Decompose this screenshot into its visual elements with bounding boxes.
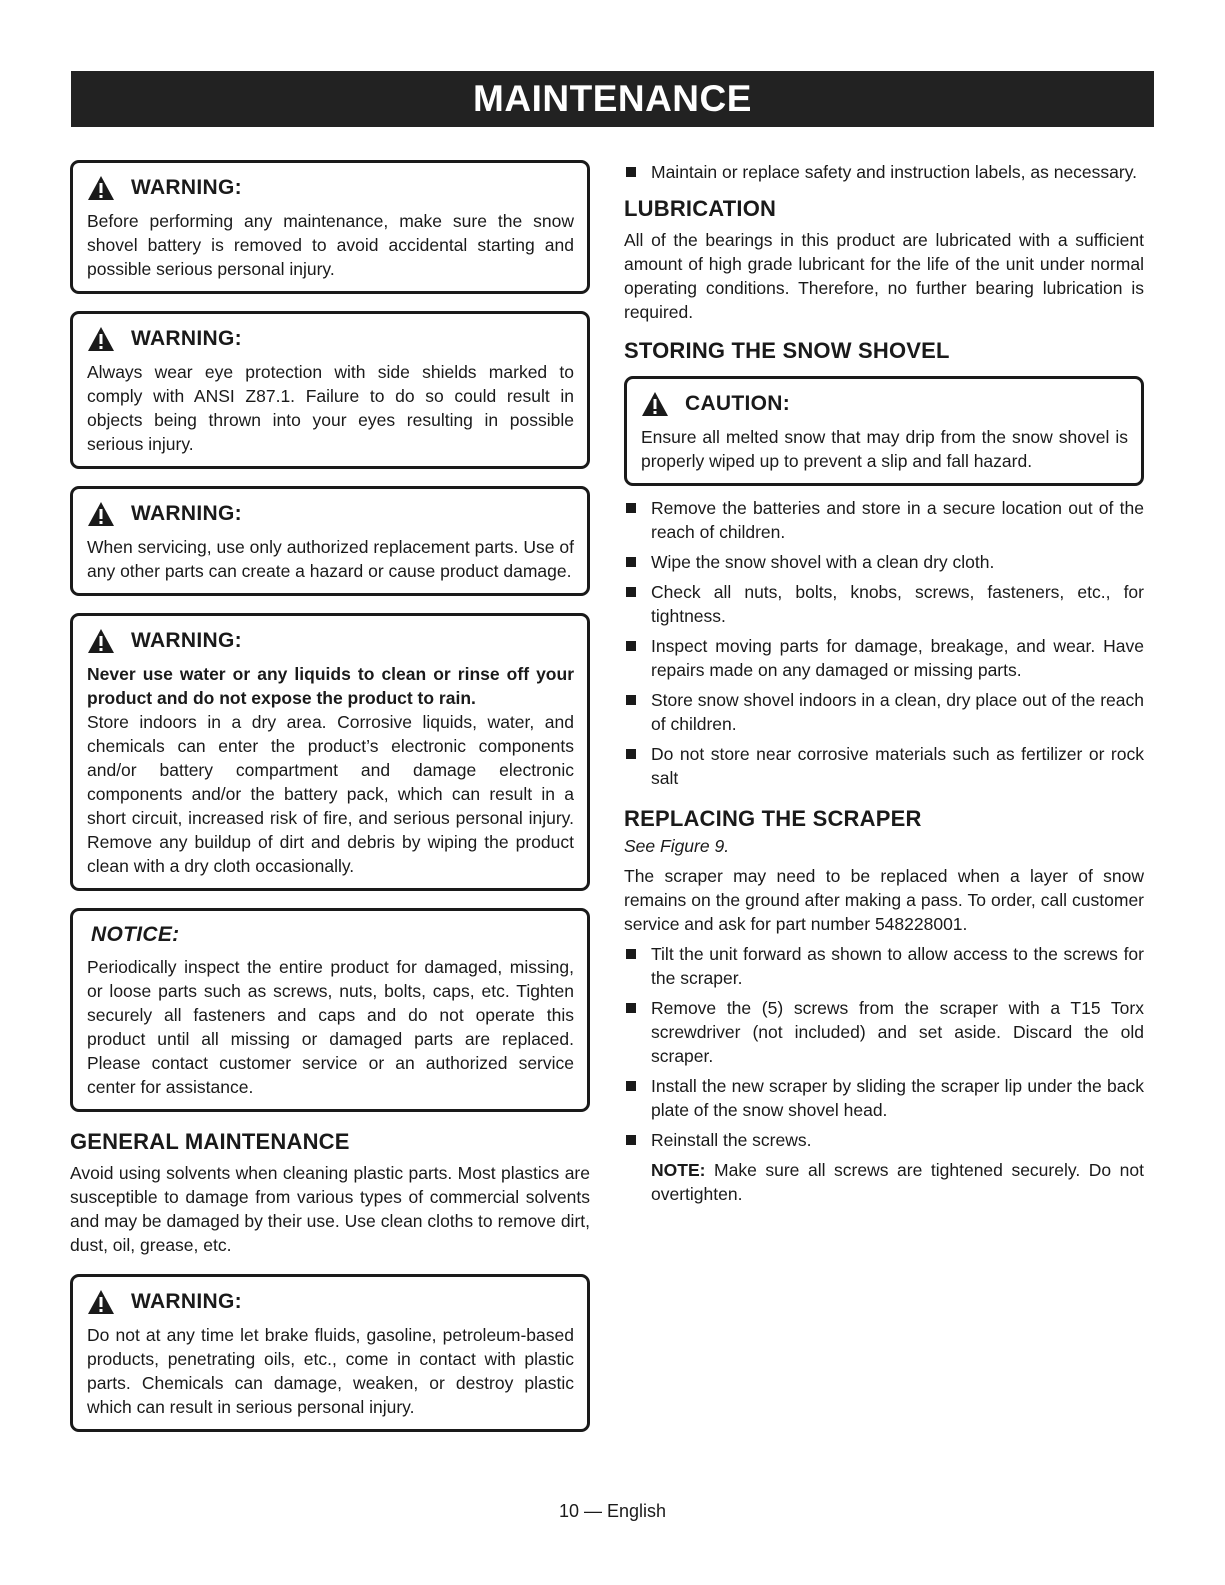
list-item: Remove the batteries and store in a secure location out of the reach of children.	[624, 496, 1144, 544]
bullet-square-icon	[626, 587, 636, 597]
page-title-banner: MAINTENANCE	[71, 71, 1154, 127]
caution-text: Ensure all melted snow that may drip from the snow shovel is properly wiped up to prevent a slip and fall hazard.	[641, 427, 1128, 471]
bullet-square-icon	[626, 1081, 636, 1091]
list-item: Do not store near corrosive materials such as fertilizer or rock salt	[624, 742, 1144, 790]
warning-text: Store indoors in a dry area. Corrosive liquids, water, and chemicals can enter the product’s electronic components and/or battery compartment and damage electronic components and/or the battery pack, which can result in a short circuit, increased risk of fire, and serious personal injury. Remove any buildup of dirt and debris by wiping the product clean with a dry cloth occasionally.	[87, 712, 574, 876]
scraper-note	[624, 1158, 1144, 1206]
list-item: Reinstall the screws.	[624, 1128, 1144, 1152]
list-item: Wipe the snow shovel with a clean dry cloth.	[624, 550, 1144, 574]
lubrication-text: All of the bearings in this product are lubricated with a sufficient amount of high grade lubricant for the life of the unit under normal operating conditions. Therefore, no further bearing lubrication is required.	[624, 230, 1144, 322]
warning-triangle-icon	[87, 1289, 115, 1315]
warning-box-chemicals	[70, 1274, 590, 1432]
bullet-square-icon	[626, 949, 636, 959]
general-maintenance-text: Avoid using solvents when cleaning plastic parts. Most plastics are susceptible to damage from various types of commercial solvents and may be damaged by their use. Use clean cloths to remove dirt, dust, oil, grease, etc.	[70, 1163, 590, 1255]
warning-triangle-icon	[641, 391, 669, 417]
notice-title: NOTICE:	[91, 923, 180, 946]
warning-box-battery	[70, 160, 590, 294]
scraper-text: The scraper may need to be replaced when a layer of snow remains on the ground after making a pass. To order, call customer service and ask for part number 548228001.	[624, 866, 1144, 934]
warning-triangle-icon	[87, 326, 115, 352]
warning-text: Always wear eye protection with side shields marked to comply with ANSI Z87.1. Failure to do so could result in objects being thrown into your eyes resulting in possible serious injury.	[87, 362, 574, 454]
notice-box	[70, 908, 590, 1112]
bullet-square-icon	[626, 695, 636, 705]
heading-replacing-scraper: REPLACING THE SCRAPER	[624, 806, 922, 831]
list-item: Install the new scraper by sliding the scraper lip under the back plate of the snow shovel head.	[624, 1074, 1144, 1122]
heading-lubrication: LUBRICATION	[624, 196, 777, 221]
labels-bullet-list	[624, 160, 1144, 184]
warning-box-replacement-parts	[70, 486, 590, 596]
left-column	[70, 160, 590, 1449]
figure-reference: See Figure 9.	[624, 836, 730, 856]
heading-storing: STORING THE SNOW SHOVEL	[624, 338, 950, 363]
bullet-square-icon	[626, 1003, 636, 1013]
list-item: Remove the (5) screws from the scraper with a T15 Torx screwdriver (not included) and set aside. Discard the old scraper.	[624, 996, 1144, 1068]
warning-title: WARNING:	[131, 629, 242, 652]
bullet-square-icon	[626, 167, 636, 177]
caution-title: CAUTION:	[685, 392, 791, 415]
caution-box	[624, 376, 1144, 486]
scraper-bullet-list	[624, 942, 1144, 1152]
notice-text: Periodically inspect the entire product for damaged, missing, or loose parts such as screws, nuts, bolts, caps, etc. Tighten securely all fasteners and caps and do not operate this product until all missing or damaged parts are replaced. Please contact customer service or an authorized service center for assistance.	[87, 957, 574, 1097]
list-item: Maintain or replace safety and instruction labels, as necessary.	[624, 160, 1144, 184]
bullet-square-icon	[626, 503, 636, 513]
warning-title: WARNING:	[131, 327, 242, 350]
bullet-square-icon	[626, 749, 636, 759]
bullet-square-icon	[626, 1135, 636, 1145]
note-text: Make sure all screws are tightened securely. Do not overtighten.	[651, 1160, 1144, 1204]
right-column	[624, 160, 1144, 1206]
warning-box-liquids	[70, 613, 590, 891]
heading-general-maintenance: GENERAL MAINTENANCE	[70, 1129, 350, 1154]
bullet-square-icon	[626, 641, 636, 651]
warning-triangle-icon	[87, 175, 115, 201]
warning-box-eye-protection	[70, 311, 590, 469]
warning-text: Do not at any time let brake fluids, gasoline, petroleum-based products, penetrating oils, etc., come in contact with plastic parts. Chemicals can damage, weaken, or destroy plastic which can result in serious personal injury.	[87, 1325, 574, 1417]
note-label: NOTE:	[651, 1160, 706, 1180]
list-item: Inspect moving parts for damage, breakage, and wear. Have repairs made on any damaged or missing parts.	[624, 634, 1144, 682]
list-item: Check all nuts, bolts, knobs, screws, fasteners, etc., for tightness.	[624, 580, 1144, 628]
storing-bullet-list	[624, 496, 1144, 790]
list-item: Store snow shovel indoors in a clean, dry place out of the reach of children.	[624, 688, 1144, 736]
list-item: Tilt the unit forward as shown to allow access to the screws for the scraper.	[624, 942, 1144, 990]
bullet-square-icon	[626, 557, 636, 567]
warning-text: Before performing any maintenance, make sure the snow shovel battery is removed to avoid accidental starting and possible serious personal injury.	[87, 211, 574, 279]
warning-triangle-icon	[87, 501, 115, 527]
warning-title: WARNING:	[131, 176, 242, 199]
page-footer: 10 — English	[558, 1501, 667, 1521]
warning-title: WARNING:	[131, 502, 242, 525]
warning-triangle-icon	[87, 628, 115, 654]
warning-bold-text: Never use water or any liquids to clean or rinse off your product and do not expose the product to rain.	[87, 664, 574, 708]
warning-text: When servicing, use only authorized replacement parts. Use of any other parts can create a hazard or cause product damage.	[87, 537, 574, 581]
warning-title: WARNING:	[131, 1290, 242, 1313]
